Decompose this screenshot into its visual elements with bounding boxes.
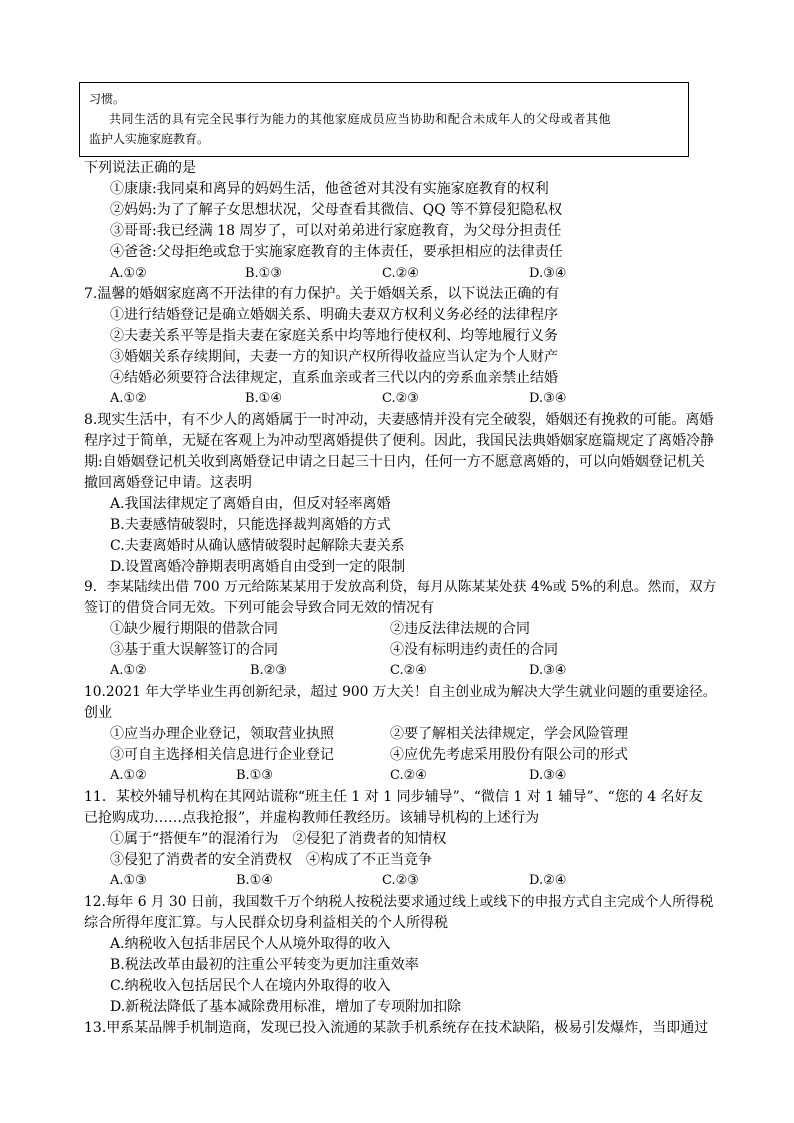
answer-choice: C.②③	[382, 873, 419, 888]
statement-item: ②违反法律法规的合同	[390, 621, 530, 637]
answer-choice: C.②④	[390, 663, 427, 678]
answer-choice: C.②④	[390, 768, 427, 783]
statement-row: ①属于“搭便车”的混淆行为 ②侵犯了消费者的知情权	[110, 831, 447, 847]
answer-choice: D.③④	[529, 663, 567, 678]
answer-choice: D.②④	[529, 873, 567, 888]
answer-choice: D.新税法降低了基本减除费用标准，增加了专项附加扣除	[110, 999, 462, 1015]
answer-choice: C.夫妻离婚时从确认感情破裂时起解除夫妻关系	[110, 538, 405, 554]
answer-choice: B.①④	[236, 873, 273, 888]
statement-item: ③基于重大误解签订的合同	[110, 642, 278, 658]
statement-item: ②要了解相关法律规定，学会风险管理	[390, 726, 628, 742]
question-stem: 10.2021 年大学毕业生再创新纪录，超过 900 万大关！自主创业成为解决大学生就业问题的重要途径。	[84, 684, 717, 700]
question-stem: 综合所得年度汇算。与人民群众切身利益相关的个人所得税	[84, 915, 448, 931]
statement-item: ①康康:我同桌和离异的妈妈生活，他爸爸对其没有实施家庭教育的权利	[110, 181, 549, 197]
statement-item: ④结婚必须要符合法律规定，直系血亲或者三代以内的旁系血亲禁止结婚	[110, 370, 558, 386]
answer-choice: D.设置离婚冷静期表明离婚自由受到一定的限制	[110, 559, 406, 575]
question-stem: 12.每年 6 月 30 日前，我国数千万个纳税人按税法要求通过线上或线下的申报方式自主完成个人所得税	[84, 894, 714, 910]
statement-item: ①缺少履行期限的借款合同	[110, 621, 278, 637]
statement-item: ②夫妻关系平等是指夫妻在家庭关系中均等地行使权利、均等地履行义务	[110, 328, 558, 344]
answer-choice: A.①②	[110, 391, 147, 406]
statement-item: ①应当办理企业登记，领取营业执照	[110, 726, 334, 742]
excerpt-line: 习惯。	[89, 92, 126, 106]
answer-choice: B.①③	[236, 768, 273, 783]
statement-item: ③可自主选择相关信息进行企业登记	[110, 747, 334, 763]
statement-row: ③侵犯了消费者的安全消费权 ④构成了不正当竞争	[110, 852, 432, 868]
answer-choice: B.税法改革由最初的注重公平转变为更加注重效率	[110, 957, 419, 973]
question-stem: 期:自婚姻登记机关收到离婚登记申请之日起三十日内，任何一方不愿意离婚的，可以向婚姻登记机关	[84, 454, 705, 470]
excerpt-line: 共同生活的具有完全民事行为能力的其他家庭成员应当协助和配合未成年人的父母或者其他	[109, 112, 612, 126]
statement-item: ②妈妈:为了了解子女思想状况，父母查看其微信、QQ 等不算侵犯隐私权	[110, 202, 563, 218]
answer-choice: C.②③	[382, 391, 419, 406]
excerpt-line: 监护人实施家庭教育。	[89, 132, 210, 146]
question-stem: 7.温馨的婚姻家庭离不开法律的有力保护。关于婚姻关系，以下说法正确的有	[84, 286, 560, 302]
answer-choice: A.①②	[110, 768, 147, 783]
question-stem: 9．李某陆续出借 700 万元给陈某某用于发放高利贷，每月从陈某某处获 4%或 5%的利息。然而，双方	[84, 579, 717, 595]
answer-choice: C.纳税收入包括居民个人在境内外取得的收入	[110, 978, 391, 994]
answer-choice: D.③④	[529, 391, 567, 406]
answer-choice: B.①④	[245, 391, 282, 406]
law-excerpt-box	[79, 82, 689, 157]
question-stem: 13.甲系某品牌手机制造商，发现已投入流通的某款手机系统存在技术缺陷，极易引发爆炸，当即通过	[84, 1020, 709, 1036]
statement-item: ④爸爸:父母拒绝或怠于实施家庭教育的主体责任，要承担相应的法律责任	[110, 244, 563, 260]
answer-choice: A.我国法律规定了离婚自由，但反对轻率离婚	[110, 496, 391, 512]
question-stem: 11．某校外辅导机构在其网站谎称“班主任 1 对 1 同步辅导”、“微信 1 对 1 辅导”、“您的 4 名好友	[84, 789, 703, 805]
answer-choice: B.②③	[250, 663, 287, 678]
answer-choice: A.①②	[110, 266, 147, 281]
question-stem: 已抢购成功……点我抢报”，并虚构教师任教经历。该辅导机构的上述行为	[84, 810, 540, 826]
answer-choice: A.①②	[110, 663, 147, 678]
answer-choice: A.①③	[110, 873, 147, 888]
question-stem: 创业	[84, 705, 112, 721]
answer-choice: D.③④	[529, 266, 567, 281]
question-stem: 下列说法正确的是	[84, 160, 196, 176]
question-stem: 签订的借贷合同无效。下列可能会导致合同无效的情况有	[84, 600, 434, 616]
question-stem: 程序过于简单，无疑在客观上为冲动型离婚提供了便利。因此，我国民法典婚姻家庭篇规定了离婚冷静	[84, 433, 714, 449]
answer-choice: C.②④	[382, 266, 419, 281]
answer-choice: D.③④	[529, 768, 567, 783]
question-stem: 撤回离婚登记申请。这表明	[84, 475, 252, 491]
answer-choice: A.纳税收入包括非居民个人从境外取得的收入	[110, 936, 391, 952]
statement-item: ③婚姻关系存续期间，夫妻一方的知识产权所得收益应当认定为个人财产	[110, 349, 558, 365]
statement-item: ④应优先考虑采用股份有限公司的形式	[390, 747, 628, 763]
statement-item: ①进行结婚登记是确立婚姻关系、明确夫妻双方权利义务必经的法律程序	[110, 307, 558, 323]
statement-item: ④没有标明违约责任的合同	[390, 642, 558, 658]
answer-choice: B.夫妻感情破裂时，只能选择裁判离婚的方式	[110, 517, 391, 533]
question-stem: 8.现实生活中，有不少人的离婚属于一时冲动，夫妻感情并没有完全破裂，婚姻还有挽救的可能。离婚	[84, 412, 714, 428]
answer-choice: B.①③	[245, 266, 282, 281]
statement-item: ③哥哥:我已经满 18 周岁了，可以对弟弟进行家庭教育，为父母分担责任	[110, 223, 562, 239]
